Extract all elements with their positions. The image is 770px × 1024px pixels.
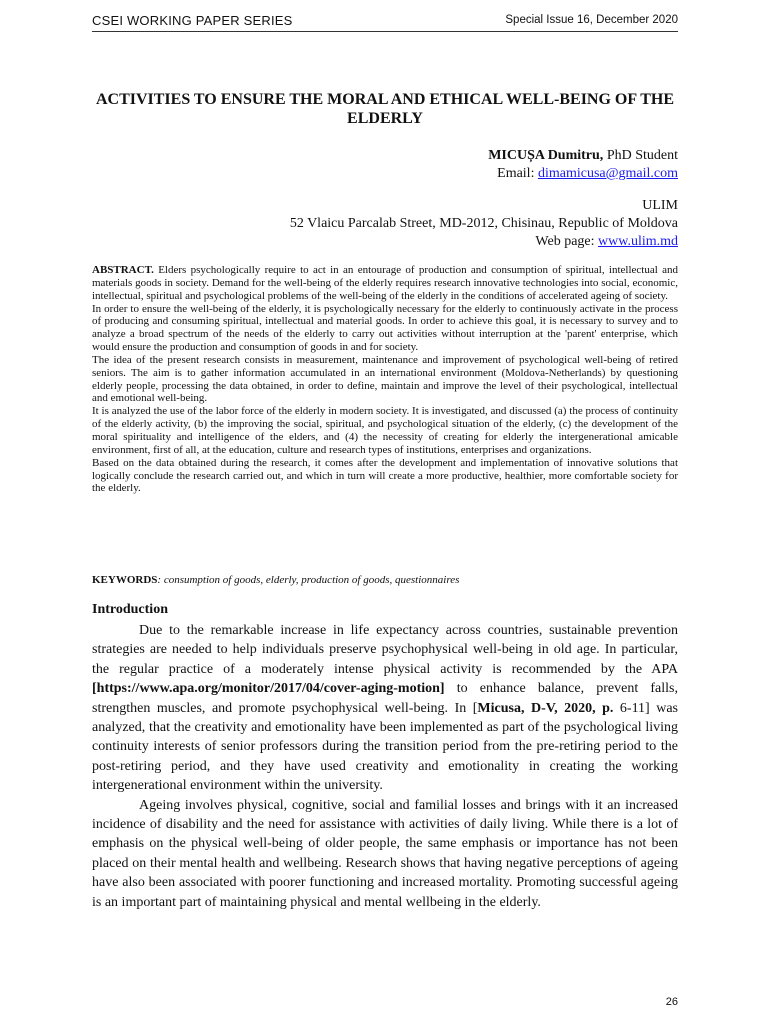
text-run: 6-11] was analyzed, that the creativity and emotionality have been implemented as part of the psychological living continuity interests of senior professors during the transition period from the pre-retiring period to the post-retiring period, and they have used creativity and emotionality in creating the working intergenerational environment within the university. bbox=[92, 700, 678, 794]
body-paragraph: Ageing involves physical, cognitive, social and familial losses and brings with it an increased incidence of disability and the need for assistance with activities of daily living. While there is a lot of emphasis on the physical well-being of older people, the same emphasis or importance has not been placed on their mental health and wellbeing. Research shows that having negative perceptions of ageing have also been associated with poorer functioning and increased mortality. Promoting successful ageing is an important part of maintaining physical and mental wellbeing in the elderly. bbox=[92, 797, 678, 910]
email-line bbox=[488, 165, 678, 183]
text-run: to enhance balance, prevent falls, strengthen muscles, and promote psychophysical well-being. In [ bbox=[92, 681, 678, 716]
author-name: MICUȘA Dumitru, bbox=[488, 148, 604, 163]
email-label: Email: bbox=[497, 166, 535, 181]
author-role: PhD Student bbox=[606, 148, 678, 163]
abstract-paragraph bbox=[92, 264, 678, 303]
web-line bbox=[290, 233, 678, 251]
abstract-paragraph: The idea of the present research consists in measurement, maintenance and improvement of psychological well-being of retired seniors. The aim is to gather information accumulated in an international environment (Moldova-Netherlands) by questioning elderly people, processing the data obtained, in order to define, maintain and improve the level of their psychological, intellectual and emotional well-being. bbox=[92, 353, 678, 405]
email-link[interactable]: dimamicusa@gmail.com bbox=[537, 166, 678, 181]
reference: [https://www.apa.org/monitor/2017/04/cover-aging-motion] bbox=[92, 681, 445, 697]
institution-block bbox=[290, 197, 678, 251]
page-number: 26 bbox=[665, 996, 678, 1008]
section-heading: Introduction bbox=[92, 602, 168, 617]
running-header bbox=[92, 13, 678, 32]
web-label: Web page: bbox=[535, 234, 595, 249]
web-link[interactable]: www.ulim.md bbox=[598, 234, 678, 249]
institution-address: 52 Vlaicu Parcalab Street, MD-2012, Chisinau, Republic of Moldova bbox=[289, 216, 678, 231]
paper-title: ACTIVITIES TO ENSURE THE MORAL AND ETHICAL WELL-BEING OF THE ELDERLY bbox=[95, 91, 675, 127]
author-block bbox=[488, 147, 678, 183]
keywords bbox=[92, 573, 678, 587]
series-title: CSEI WORKING PAPER SERIES bbox=[92, 13, 293, 28]
issue-label: Special Issue 16, December 2020 bbox=[505, 14, 678, 26]
keywords-label: KEYWORDS bbox=[92, 574, 158, 586]
abstract-paragraph: It is analyzed the use of the labor force of the elderly in modern society. It is investigated, and discussed (a) the process of continuity of the elderly activity, (b) the improving the social, spiritual, and psychological situation of the elderly, (c) the development of the moral spirituality and intelligence of the elders, and (4) the necessity of creating for elderly the intergenerational amicable environment, first of all, at the education, culture and research types of institutions, enterprises and organizations. bbox=[92, 405, 678, 456]
abstract-paragraph: Based on the data obtained during the research, it comes after the development and implementation of innovative solutions that logically conclude the research carried out, and which in turn will create a more productive, healthier, more comfortable society for the elderly. bbox=[92, 456, 678, 495]
keywords-text: : consumption of goods, elderly, production of goods, questionnaires bbox=[157, 574, 460, 586]
abstract-paragraph: In order to ensure the well-being of the elderly, it is psychologically necessary for the elderly to continuously activate in the process of producing and consuming spiritual, intellectual and material goods. In order to achieve this goal, it is necessary to survey and to analyze a broad spectrum of the needs of the elderly to carry out activities without interruption at the 'parent' enterprise, which would ensure the production and consumption of goods in and for society. bbox=[92, 302, 678, 354]
reference: Micusa, D-V, 2020, p. bbox=[477, 700, 614, 716]
introduction-body bbox=[92, 621, 678, 912]
abstract bbox=[92, 264, 678, 495]
abstract-label: ABSTRACT. bbox=[92, 264, 154, 276]
body-paragraph bbox=[92, 621, 678, 796]
institution-name: ULIM bbox=[642, 198, 678, 213]
text-run: Due to the remarkable increase in life expectancy across countries, sustainable prevention strategies are needed to help individuals preserve psychophysical well-being in old age. In particular, the regular practice of a moderately intense physical activity is recommended by the APA bbox=[92, 623, 678, 677]
author-line bbox=[488, 147, 678, 165]
abstract-text-1: Elders psychologically require to act in an entourage of production and consumption of spiritual, intellectual and materials goods in society. Demand for the well-being of the elderly requires research innovative technologies into social, economic, intellectual, spiritual and psychological problems of the well-being of the elderly in the conditions of accelerated ageing of society. bbox=[92, 264, 678, 302]
